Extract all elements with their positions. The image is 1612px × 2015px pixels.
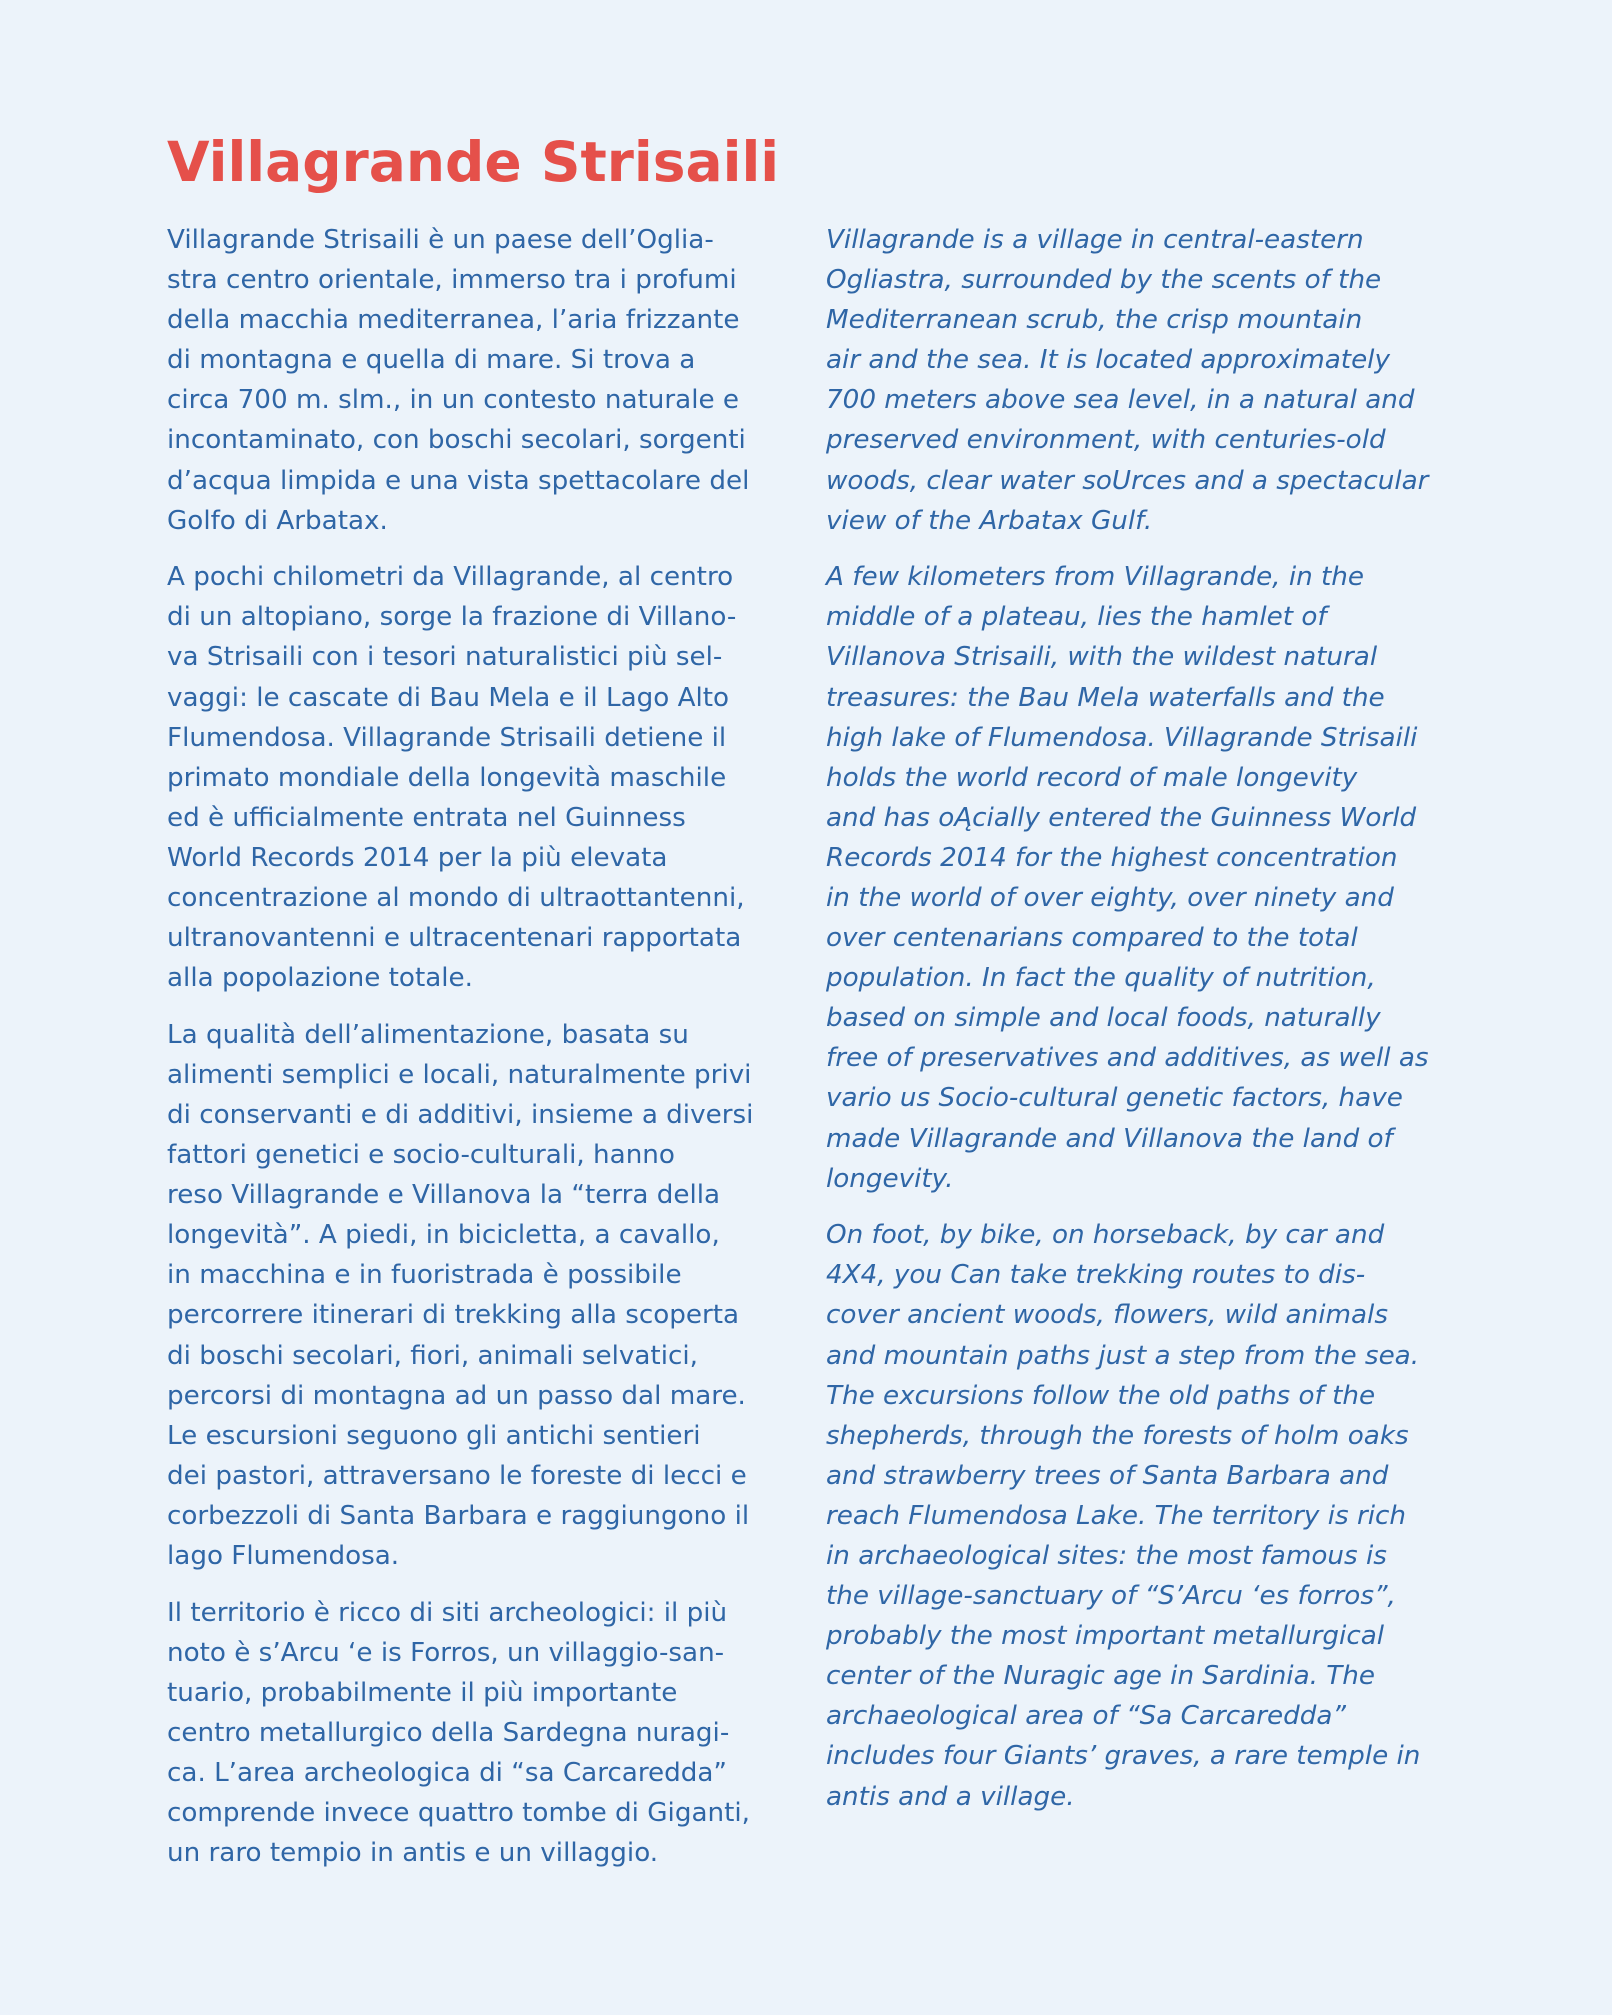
text-line: di un altopiano, sorge la frazione di Villano- (167, 602, 737, 633)
text-line: lago Flumendosa. (167, 1541, 400, 1571)
text-line: Villagrande Strisaili è un paese dell’Oglia- (167, 225, 714, 255)
text-line: center of the Nuragic age in Sardinia. The (826, 1661, 1375, 1692)
text-line: reach Flumendosa Lake. The territory is rich (826, 1500, 1406, 1531)
text-line: vario us Socio-cultural genetic factors, have (826, 1083, 1403, 1114)
text-line: ca. L’area archeologica di “sa Carcaredda” (167, 1757, 727, 1788)
text-line: treasures: the Bau Mela waterfalls and the (826, 682, 1385, 713)
text-line: 4X4, you Can take trekking routes to dis- (826, 1260, 1366, 1291)
text-line: primato mondiale della longevità maschile (167, 762, 727, 793)
text-line: made Villagrande and Villanova the land of (826, 1123, 1393, 1154)
text-line: noto è s’Arcu ‘e is Forros, un villaggio-san- (167, 1637, 725, 1668)
page-title: Villagrande Strisaili (167, 130, 780, 194)
text-line: woods, clear water soUrces and a spectacular (826, 465, 1429, 496)
text-line: ultranovantenni e ultracentenari rapportata (167, 923, 742, 954)
text-line: shepherds, through the forests of holm oaks (826, 1420, 1409, 1451)
text-line: Le escursioni seguono gli antichi sentieri (167, 1420, 701, 1451)
text-line: preserved environment, with centuries-old (826, 425, 1386, 456)
text-line: stra centro orientale, immerso tra i profumi (167, 265, 737, 296)
text-line: air and the sea. It is located approximately (826, 345, 1390, 376)
text-line: percorrere itinerari di trekking alla scoperta (167, 1300, 740, 1331)
text-line: and mountain paths just a step from the sea. (826, 1340, 1420, 1371)
text-line: dei pastori, attraversano le foreste di lecci e (167, 1460, 747, 1491)
text-line: 700 meters above sea level, in a natural and (826, 385, 1415, 416)
text-line: Golfo di Arbatax. (167, 505, 388, 536)
text-line: view of the Arbatax Gulf. (826, 505, 1153, 536)
text-line: cover ancient woods, flowers, wild animals (826, 1300, 1388, 1331)
text-line: Mediterranean scrub, the crisp mountain (826, 305, 1363, 336)
text-line: probably the most important metallurgical (826, 1621, 1385, 1652)
text-line: centro metallurgico della Sardegna nuragi- (167, 1717, 730, 1748)
text-line: longevità”. A piedi, in bicicletta, a cavallo, (167, 1220, 720, 1251)
text-line: in the world of over eighty, over ninety and (826, 883, 1394, 913)
text-line: fattori genetici e socio-culturali, hanno (167, 1140, 675, 1171)
text-line: and strawberry trees of Santa Barbara and (826, 1460, 1389, 1491)
text-line: concentrazione al mondo di ultraottantenni, (167, 883, 745, 913)
text-line: World Records 2014 per la più elevata (167, 842, 668, 873)
text-line: A pochi chilometri da Villagrande, al centro (167, 562, 734, 593)
italian-column (167, 220, 797, 1890)
text-line: Flumendosa. Villagrande Strisaili detiene il (167, 722, 727, 753)
text-line: di boschi secolari, fiori, animali selvatici, (167, 1340, 698, 1371)
text-line: della macchia mediterranea, l’aria frizzante (167, 305, 740, 336)
text-line: ed è ufficialmente entrata nel Guinness (167, 802, 686, 833)
text-line: incontaminato, con boschi secolari, sorgenti (167, 425, 746, 456)
text-line: high lake of Flumendosa. Villagrande Strisaili (826, 722, 1418, 753)
italian-paragraph-1 (167, 220, 797, 541)
text-line: alimenti semplici e locali, naturalmente privi (167, 1059, 752, 1090)
text-line: longevity. (826, 1163, 954, 1194)
italian-paragraph-2 (167, 557, 797, 998)
text-line: va Strisaili con i tesori naturalistici più sel- (167, 642, 723, 673)
text-line: population. In fact the quality of nutrition, (826, 963, 1376, 994)
text-line: tuario, probabilmente il più importante (167, 1677, 678, 1708)
text-line: holds the world record of male longevity (826, 762, 1358, 793)
text-line: alla popolazione totale. (167, 963, 473, 994)
text-line: Ogliastra, surrounded by the scents of the (826, 265, 1382, 296)
text-line: The excursions follow the old paths of the (826, 1380, 1376, 1411)
italian-paragraph-3 (167, 1015, 797, 1576)
text-line: and has oĄcially entered the Guinness World (826, 802, 1417, 833)
text-line: On foot, by bike, on horseback, by car and (826, 1220, 1385, 1251)
text-line: Il territorio è ricco di siti archeologici: il più (167, 1597, 728, 1628)
text-line: La qualità dell’alimentazione, basata su (167, 1019, 689, 1050)
text-line: comprende invece quattro tombe di Giganti, (167, 1798, 750, 1829)
text-line: in archaeological sites: the most famous is (826, 1541, 1387, 1571)
text-line: di montagna e quella di mare. Si trova a (167, 345, 696, 376)
english-paragraph-2 (826, 557, 1476, 1199)
text-line: based on simple and local foods, naturally (826, 1003, 1381, 1034)
text-line: middle of a plateau, lies the hamlet of (826, 602, 1327, 633)
text-line: Villagrande is a village in central-eastern (826, 225, 1364, 255)
italian-paragraph-4 (167, 1593, 797, 1874)
text-line: archaeological area of “Sa Carcaredda” (826, 1701, 1346, 1732)
text-line: in macchina e in fuoristrada è possibile (167, 1260, 682, 1291)
text-line: percorsi di montagna ad un passo dal mare. (167, 1380, 746, 1411)
text-line: free of preservatives and additives, as well as (826, 1043, 1429, 1074)
text-line: di conservanti e di additivi, insieme a diversi (167, 1099, 754, 1130)
text-line: un raro tempio in antis e un villaggio. (167, 1838, 659, 1869)
text-line: A few kilometers from Villagrande, in the (826, 562, 1365, 593)
text-line: Villanova Strisaili, with the wildest natural (826, 642, 1378, 673)
text-line: reso Villagrande e Villanova la “terra della (167, 1180, 721, 1211)
text-line: corbezzoli di Santa Barbara e raggiungono il (167, 1500, 750, 1531)
text-line: circa 700 m. slm., in un contesto naturale e (167, 385, 740, 416)
text-line: d’acqua limpida e una vista spettacolare del (167, 465, 750, 496)
text-line: Records 2014 for the highest concentration (826, 842, 1398, 873)
text-line: includes four Giants’ graves, a rare temple in (826, 1741, 1421, 1772)
text-line: the village-sanctuary of “S’Arcu ‘es forros”, (826, 1581, 1396, 1612)
text-line: over centenarians compared to the total (826, 923, 1358, 954)
text-line: antis and a village. (826, 1781, 1075, 1812)
text-line: vaggi: le cascate di Bau Mela e il Lago Alto (167, 682, 730, 713)
english-column (826, 220, 1476, 1833)
english-paragraph-3 (826, 1215, 1476, 1816)
english-paragraph-1 (826, 220, 1476, 541)
